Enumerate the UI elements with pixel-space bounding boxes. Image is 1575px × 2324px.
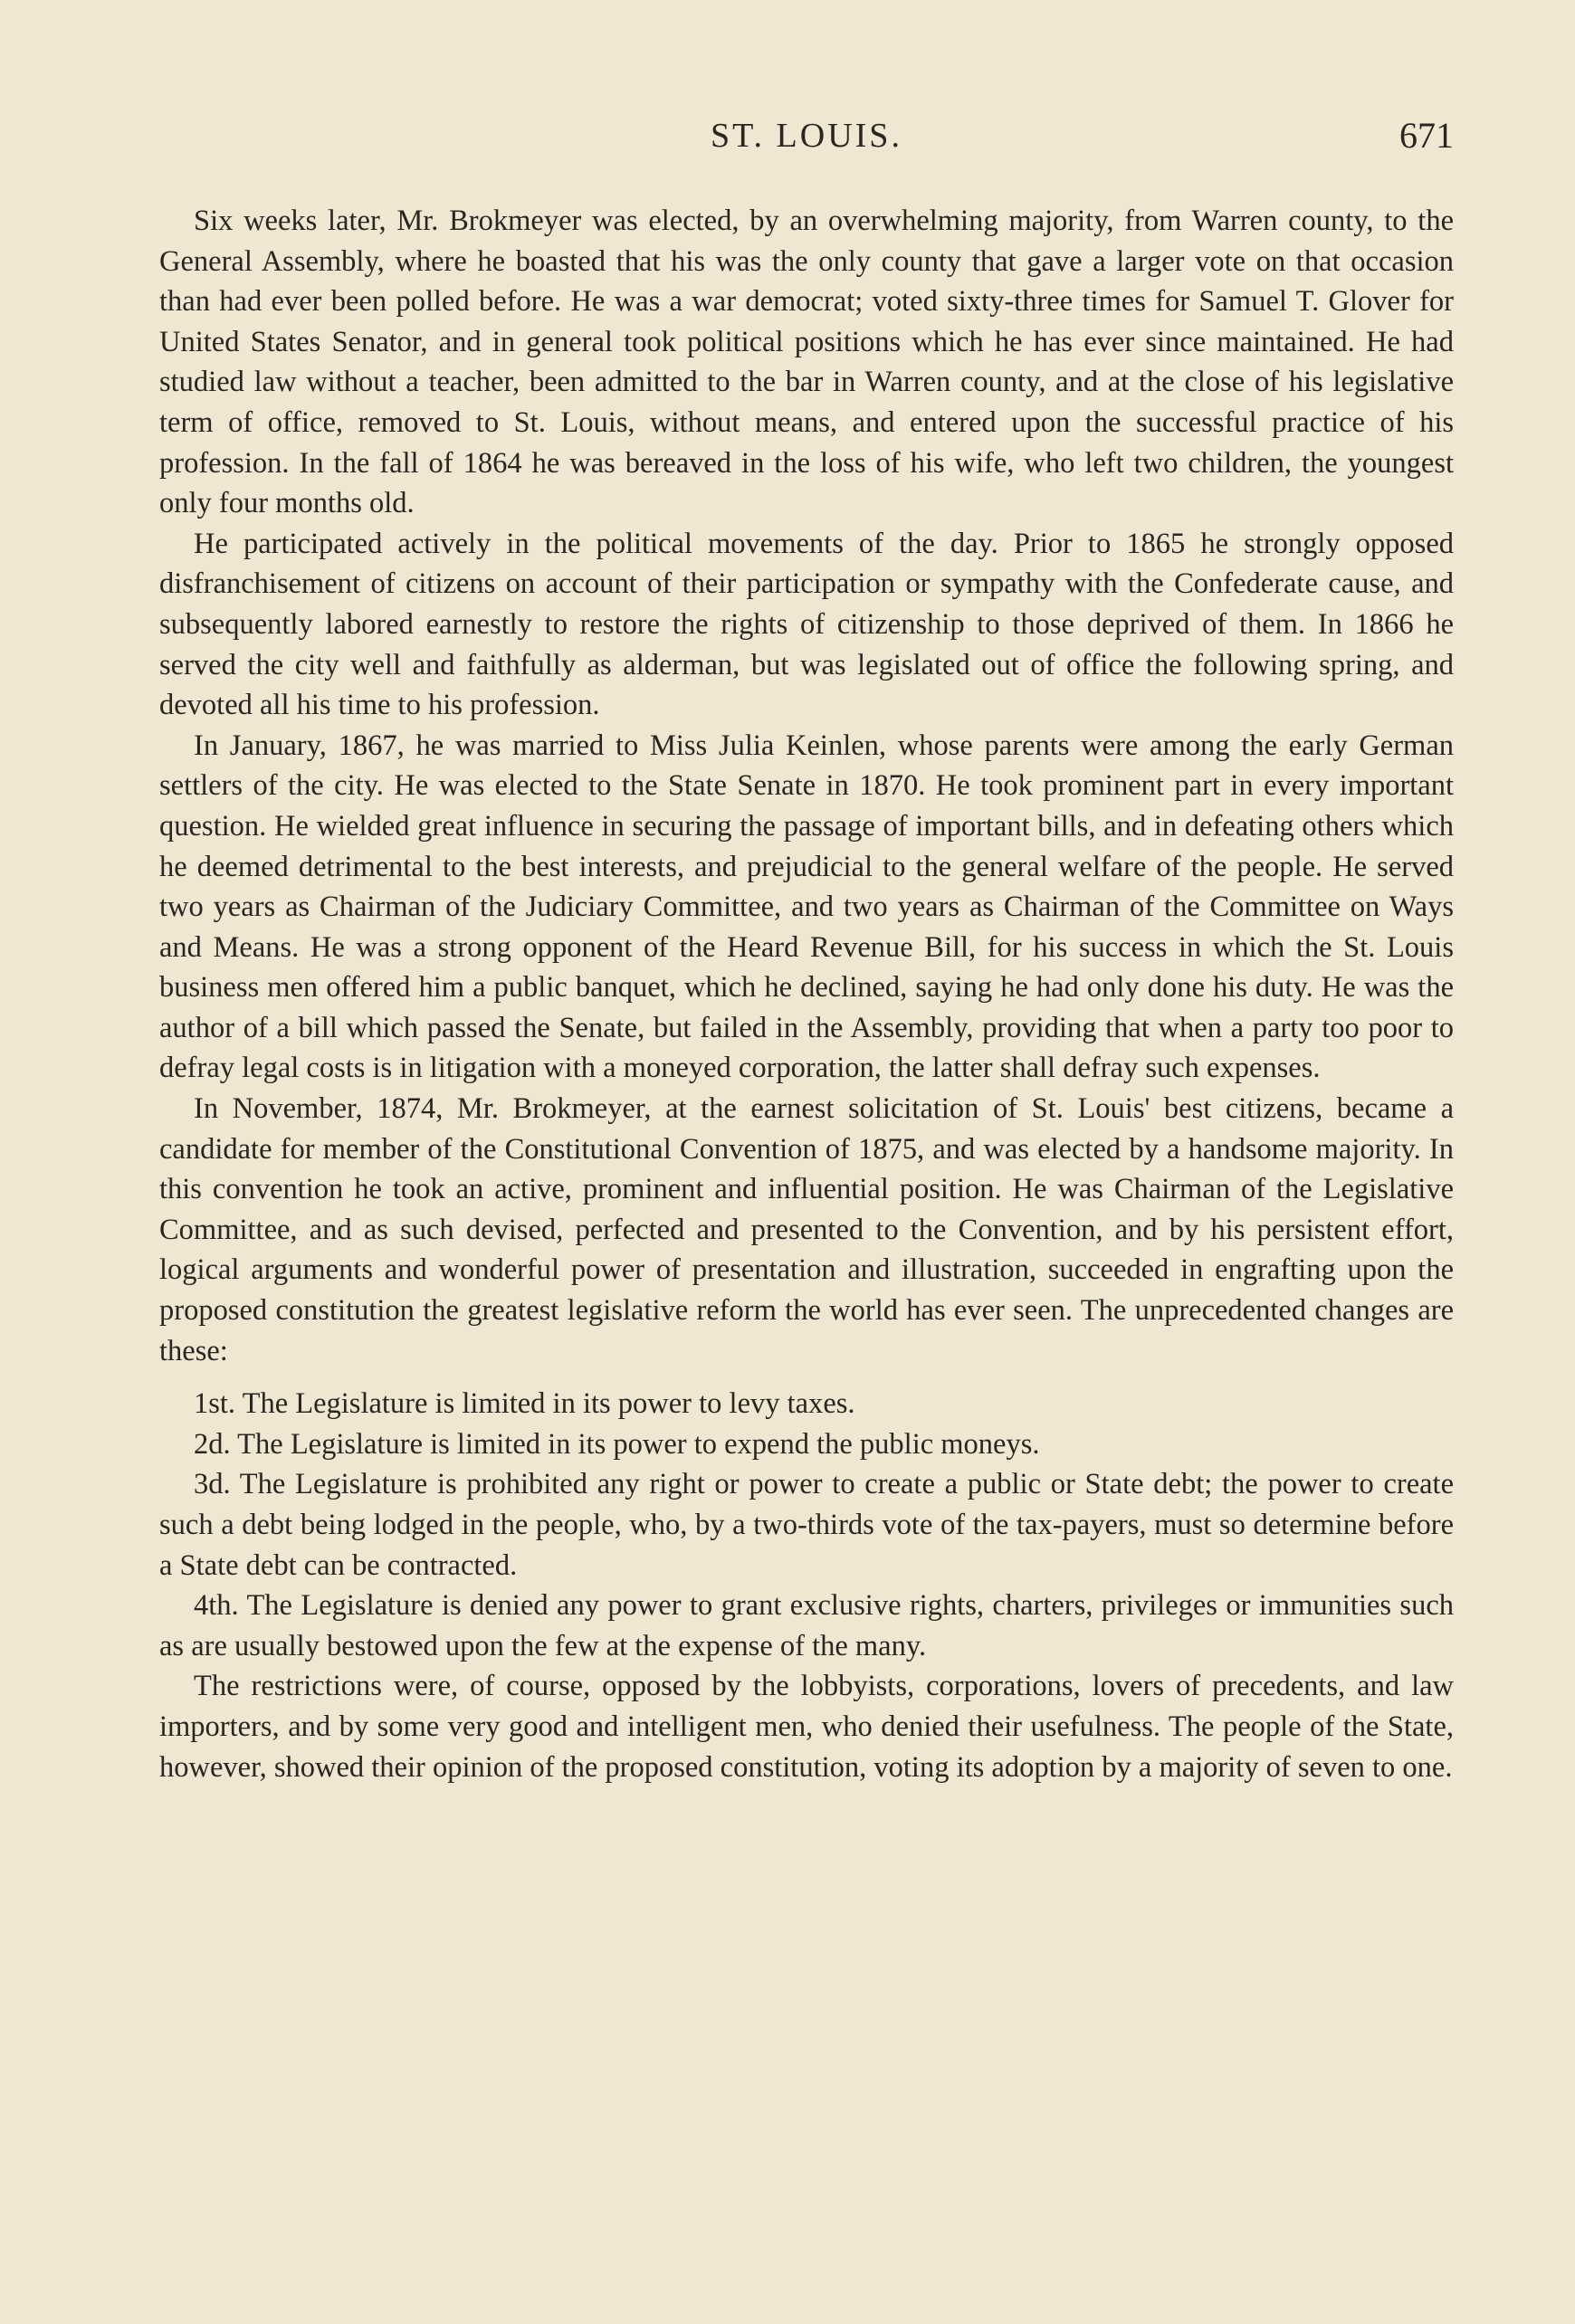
- running-head: ST. LOUIS.: [711, 117, 902, 155]
- change-item-2: 2d. The Legislature is limited in its power to expend the public moneys.: [194, 1427, 1040, 1461]
- body-text: [159, 201, 1454, 1787]
- change-item-1: 1st. The Legislature is limited in its power to levy taxes.: [194, 1387, 855, 1421]
- paragraph-closing: The restrictions were, of course, opposed by the lobbyists, corporations, lovers of precedents, and law importers, and by some very good and intelligent men, who denied their usefulness. The people of the State, however, showed their opinion of the proposed constitution, voting its adoption by a majority of seven to one.: [159, 1670, 1454, 1784]
- paragraph-constitutional-convention: In November, 1874, Mr. Brokmeyer, at the earnest solicitation of St. Louis' best citizens, became a candidate for member of the Constitutional Convention of 1875, and was elected by a handsome majority. In this convention he took an active, prominent and influential position. He was Chairman of the Legislative Committee, and as such devised, perfected and presented to the Convention, and by his persistent effort, logical arguments and wonderful power of presentation and illustration, succeeded in engrafting upon the proposed constitution the greatest legislative reform the world has ever seen. The unprecedented changes are these:: [159, 1092, 1454, 1367]
- page-number: 671: [1399, 115, 1454, 156]
- paragraph-election: Six weeks later, Mr. Brokmeyer was elected, by an overwhelming majority, from Warren county, to the General Assembly, where he boasted that his was the only county that gave a larger vote on that occasion than had ever been polled before. He was a war democrat; voted sixty-three times for Samuel T. Glover for United States Senator, and in general took political positions which he has ever since maintained. He had studied law without a teacher, been admitted to the bar in Warren county, and at the close of his legislative term of office, removed to St. Louis, without means, and entered upon the successful practice of his profession. In the fall of 1864 he was bereaved in the loss of his wife, who left two children, the youngest only four months old.: [159, 205, 1454, 520]
- paragraph-political-movements: He participated actively in the political movements of the day. Prior to 1865 he strongly opposed disfranchisement of citizens on account of their participation or sympathy with the Confederate cause, and subsequently labored earnestly to restore the rights of citizenship to those deprived of them. In 1866 he served the city well and faithfully as alderman, but was legislated out of office the following spring, and devoted all his time to his profession.: [159, 527, 1454, 722]
- change-item-4: 4th. The Legislature is denied any power to grant exclusive rights, charters, privileges or immunities such as are usually bestowed upon the few at the expense of the many.: [159, 1589, 1454, 1662]
- paragraph-marriage-senate: In January, 1867, he was married to Miss Julia Keinlen, whose parents were among the early German settlers of the city. He was elected to the State Senate in 1870. He took prominent part in every important question. He wielded great influence in securing the passage of important bills, and in defeating others which he deemed detrimental to the best interests, and prejudicial to the general welfare of the people. He served two years as Chairman of the Judiciary Committee, and two years as Chairman of the Committee on Ways and Means. He was a strong opponent of the Heard Revenue Bill, for his success in which the St. Louis business men offered him a public banquet, which he declined, saying he had only done his duty. He was the author of a bill which passed the Senate, but failed in the Assembly, providing that when a party too poor to defray legal costs is in litigation with a moneyed corporation, the latter shall defray such expenses.: [159, 729, 1454, 1085]
- change-item-3: 3d. The Legislature is prohibited any right or power to create a public or State debt; the power to create such a debt being lodged in the people, who, by a two-thirds vote of the tax-payers, must so determine before a State debt can be contracted.: [159, 1468, 1454, 1582]
- page-header: [159, 116, 1454, 170]
